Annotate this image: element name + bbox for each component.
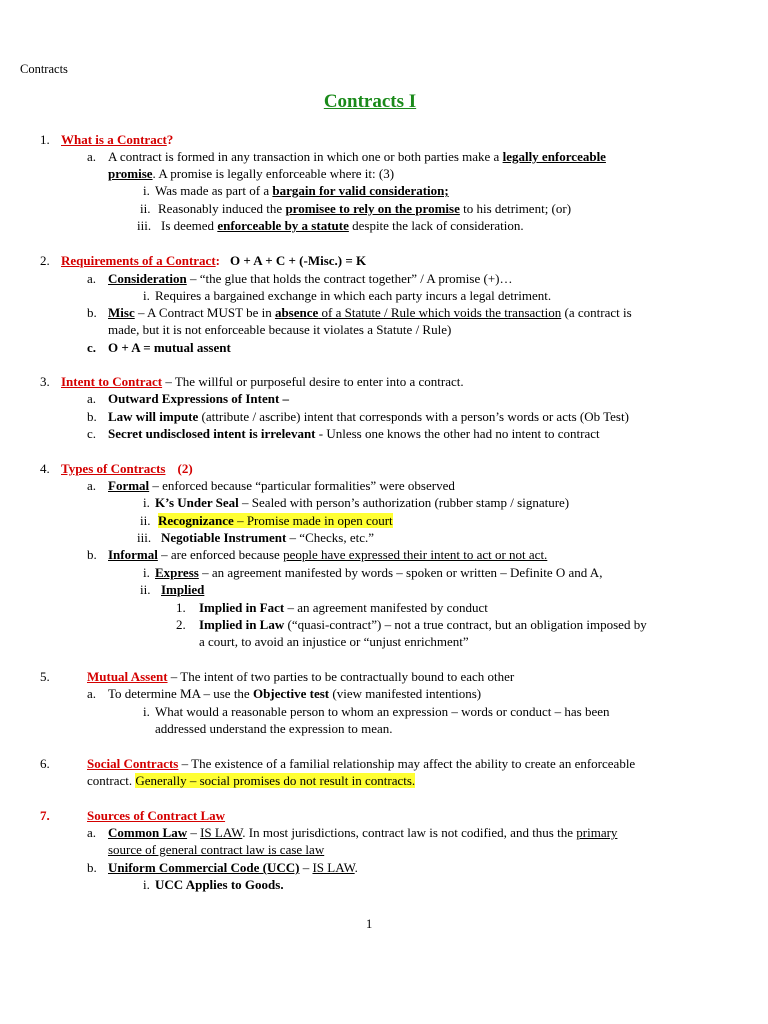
section-4-a-i: K’s Under Seal – Sealed with person’s authorization (rubber stamp / signature) [155, 495, 570, 510]
section-4-b-ii-2-line1: Implied in Law (“quasi-contract”) – not a true contract, but an obligation imposed by [199, 617, 647, 632]
section-2-number: 2. [40, 253, 50, 268]
section-2-heading: Requirements of a Contract: O + A + C + (-Misc.) = K [61, 253, 367, 268]
section-5-heading: Mutual Assent – The intent of two parties to be contractually bound to each other [87, 669, 515, 684]
section-1-iii-marker: iii. [137, 218, 152, 233]
section-1-heading: What is a Contract? [61, 132, 174, 147]
section-7-a-line2: source of general contract law is case law [108, 842, 325, 857]
section-4-b-i-marker: i. [143, 565, 150, 580]
section-4-a-ii-marker: ii. [140, 513, 151, 528]
section-4-b-ii: Implied [161, 582, 205, 597]
page-number: 1 [366, 917, 373, 931]
section-4-b-ii-1-marker: 1. [176, 600, 186, 615]
section-4-a-iii-marker: iii. [137, 530, 152, 545]
section-3-a: Outward Expressions of Intent – [108, 391, 290, 406]
section-1-number: 1. [40, 132, 50, 147]
section-3-heading: Intent to Contract – The willful or purposeful desire to enter into a contract. [61, 374, 464, 389]
section-3-a-marker: a. [87, 391, 97, 406]
section-2-b-marker: b. [87, 305, 97, 320]
section-1-a-line1: A contract is formed in any transaction in which one or both parties make a legally enforceable [108, 149, 606, 164]
section-7-number: 7. [40, 808, 50, 823]
section-1-a-marker: a. [87, 149, 97, 164]
section-4-a-marker: a. [87, 478, 97, 493]
section-2-c-marker: c. [87, 340, 97, 355]
section-2-a-i-marker: i. [143, 288, 150, 303]
section-6-heading: Social Contracts – The existence of a familial relationship may affect the ability to create an enforceable [87, 756, 636, 771]
section-5-a-i-line1: What would a reasonable person to whom an expression – words or conduct – has been [155, 704, 610, 719]
section-4-a: Formal – enforced because “particular formalities” were observed [108, 478, 455, 493]
section-1-i-marker: i. [143, 183, 150, 198]
document-title: Contracts I [323, 91, 417, 112]
section-2-b-line2: made, but it is not enforceable because it violates a Statute / Rule) [108, 322, 452, 337]
section-1-ii: Reasonably induced the promisee to rely on the promise to his detriment; (or) [158, 201, 572, 216]
section-2-c: O + A = mutual assent [108, 340, 231, 355]
section-5-a-i-marker: i. [143, 704, 150, 719]
section-2-a-i: Requires a bargained exchange in which each party incurs a legal detriment. [155, 288, 552, 303]
section-2-b-line1: Misc – A Contract MUST be in absence of a Statute / Rule which voids the transaction (a contract is [108, 305, 632, 320]
section-4-b-ii-2-marker: 2. [176, 617, 186, 632]
section-4-heading: Types of Contracts (2) [61, 461, 193, 476]
section-6-number: 6. [40, 756, 50, 771]
section-7-heading: Sources of Contract Law [87, 808, 226, 823]
document-header: Contracts [20, 62, 68, 76]
section-5-number: 5. [40, 669, 50, 684]
section-4-b-i: Express – an agreement manifested by words – spoken or written – Definite O and A, [155, 565, 603, 580]
section-4-number: 4. [40, 461, 50, 476]
section-3-c: Secret undisclosed intent is irrelevant - Unless one knows the other had no intent to contract [108, 426, 600, 441]
section-1-ii-marker: ii. [140, 201, 151, 216]
section-3-c-marker: c. [87, 426, 97, 441]
section-7-b-marker: b. [87, 860, 97, 875]
section-3-b: Law will impute (attribute / ascribe) intent that corresponds with a person’s words or acts (Ob Test) [108, 409, 629, 424]
section-4-a-ii: Recognizance – Promise made in open court [158, 513, 393, 528]
section-1-i: Was made as part of a bargain for valid consideration; [155, 183, 449, 198]
section-7-b: Uniform Commercial Code (UCC) – IS LAW. [108, 860, 358, 875]
section-4-b-ii-2-line2: a court, to avoid an injustice or “unjust enrichment” [199, 634, 469, 649]
section-4-b-marker: b. [87, 547, 97, 562]
section-7-a-marker: a. [87, 825, 97, 840]
section-3-b-marker: b. [87, 409, 97, 424]
section-1-a-line2: promise. A promise is legally enforceable where it: (3) [108, 166, 395, 181]
section-5-a-i-line2: addressed understand the expression to mean. [155, 721, 393, 736]
section-5-a: To determine MA – use the Objective test (view manifested intentions) [108, 686, 482, 701]
section-6-line2: contract. Generally – social promises do not result in contracts. [87, 773, 416, 788]
section-4-b: Informal – are enforced because people have expressed their intent to act or not act. [108, 547, 548, 562]
section-2-a-marker: a. [87, 271, 97, 286]
section-7-b-i: UCC Applies to Goods. [155, 877, 284, 892]
section-5-a-marker: a. [87, 686, 97, 701]
section-2-a: Consideration – “the glue that holds the contract together” / A promise (+)… [108, 271, 513, 286]
section-4-b-ii-1: Implied in Fact – an agreement manifested by conduct [199, 600, 488, 615]
section-7-b-i-marker: i. [143, 877, 150, 892]
section-4-a-iii: Negotiable Instrument – “Checks, etc.” [161, 530, 375, 545]
section-4-b-ii-marker: ii. [140, 582, 151, 597]
section-7-a-line1: Common Law – IS LAW. In most jurisdictions, contract law is not codified, and thus the primary [108, 825, 618, 840]
section-3-number: 3. [40, 374, 50, 389]
section-1-iii: Is deemed enforceable by a statute despite the lack of consideration. [161, 218, 524, 233]
section-4-a-i-marker: i. [143, 495, 150, 510]
